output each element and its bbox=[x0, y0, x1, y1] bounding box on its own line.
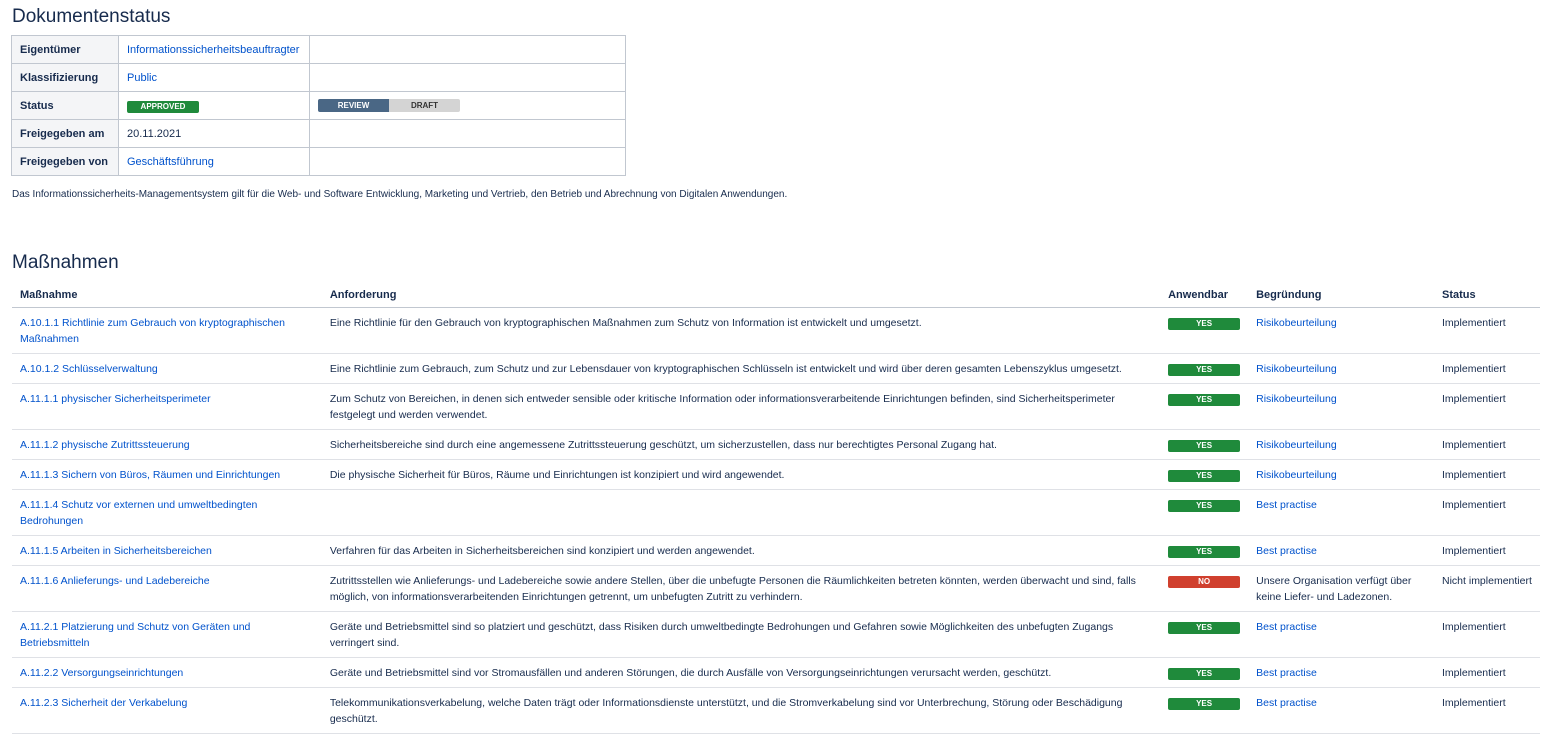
applicable-badge: NO bbox=[1168, 576, 1240, 588]
col-header-reason[interactable]: Begründung bbox=[1248, 283, 1434, 308]
owner-link[interactable]: Informationssicherheitsbeauftragter bbox=[127, 43, 300, 56]
approved-on-value: 20.11.2021 bbox=[119, 120, 310, 148]
table-row bbox=[12, 430, 1540, 460]
col-header-measure[interactable]: Maßnahme bbox=[12, 283, 322, 308]
requirement-text: Geräte und Betriebsmittel sind vor Stromausfällen und anderen Störungen, die durch Ausfälle von Versorgungseinrichtungen verursacht werden, geschützt. bbox=[322, 658, 1160, 688]
measure-link[interactable]: A.11.1.2 physische Zutrittssteuerung bbox=[20, 439, 190, 451]
reason-link[interactable]: Risikobeurteilung bbox=[1256, 469, 1337, 481]
approved-by-label: Freigegeben von bbox=[12, 148, 119, 176]
requirement-text: Verfahren für das Arbeiten in Sicherheitsbereichen sind konzipiert und werden angewendet. bbox=[322, 536, 1160, 566]
approved-by-link[interactable]: Geschäftsführung bbox=[127, 155, 214, 168]
requirement-text: Eine Richtlinie zum Gebrauch, zum Schutz und zur Lebensdauer von kryptographischen Schlüsseln ist entwickelt und wird über deren gesamten Lebenszyklus umgesetzt. bbox=[322, 354, 1160, 384]
status-text: Implementiert bbox=[1434, 612, 1540, 658]
status-row-owner bbox=[12, 36, 626, 64]
document-status-table bbox=[11, 35, 626, 176]
applicable-badge: YES bbox=[1168, 470, 1240, 482]
document-status-heading: Dokumentenstatus bbox=[12, 6, 171, 27]
reason-link[interactable]: Risikobeurteilung bbox=[1256, 363, 1337, 375]
applicable-badge: YES bbox=[1168, 500, 1240, 512]
step-review[interactable]: REVIEW bbox=[318, 99, 389, 112]
requirement-text: Die physische Sicherheit für Büros, Räume und Einrichtungen ist konzipiert und wird angewendet. bbox=[322, 460, 1160, 490]
reason-text: Unsere Organisation verfügt über keine Liefer- und Ladezonen. bbox=[1256, 575, 1412, 603]
measure-link[interactable]: A.10.1.1 Richtlinie zum Gebrauch von kryptographischen Maßnahmen bbox=[20, 317, 285, 345]
applicable-badge: YES bbox=[1168, 364, 1240, 376]
measures-heading: Maßnahmen bbox=[12, 252, 119, 273]
table-row bbox=[12, 658, 1540, 688]
applicable-badge: YES bbox=[1168, 668, 1240, 680]
status-text: Implementiert bbox=[1434, 490, 1540, 536]
measure-link[interactable]: A.11.2.3 Sicherheit der Verkabelung bbox=[20, 697, 188, 709]
table-row bbox=[12, 612, 1540, 658]
requirement-text bbox=[322, 490, 1160, 536]
applicable-badge: YES bbox=[1168, 622, 1240, 634]
status-text: Implementiert bbox=[1434, 354, 1540, 384]
measure-link[interactable]: A.11.1.5 Arbeiten in Sicherheitsbereichen bbox=[20, 545, 212, 557]
table-row bbox=[12, 566, 1540, 612]
status-text: Implementiert bbox=[1434, 688, 1540, 734]
reason-link[interactable]: Best practise bbox=[1256, 621, 1317, 633]
table-row bbox=[12, 354, 1540, 384]
status-label: Status bbox=[12, 92, 119, 120]
status-row-status bbox=[12, 92, 626, 120]
requirement-text: Zutrittsstellen wie Anlieferungs- und Ladebereiche sowie andere Stellen, über die unbefugte Personen die Räumlichkeiten betreten könnten, werden überwacht und sind, falls möglich, von informationsverarbeitenden Einrichtungen getrennt, um unbefugten Zutritt zu verhindern. bbox=[322, 566, 1160, 612]
measure-link[interactable]: A.11.1.1 physischer Sicherheitsperimeter bbox=[20, 393, 211, 405]
workflow-stepper bbox=[318, 99, 460, 112]
step-draft[interactable]: DRAFT bbox=[389, 99, 460, 112]
scope-description: Das Informationssicherheits-Managementsystem gilt für die Web- und Software Entwicklung, Marketing und Vertrieb, den Betrieb und Abrechnung von Digitalen Anwendungen. bbox=[12, 189, 788, 200]
reason-link[interactable]: Best practise bbox=[1256, 499, 1317, 511]
requirement-text: Sicherheitsbereiche sind durch eine angemessene Zutrittssteuerung geschützt, um sicherzustellen, dass nur berechtigtes Personal Zugang hat. bbox=[322, 430, 1160, 460]
approved-status-badge: APPROVED bbox=[127, 101, 199, 113]
reason-link[interactable]: Best practise bbox=[1256, 697, 1317, 709]
status-text: Implementiert bbox=[1434, 658, 1540, 688]
requirement-text: Eine Richtlinie für den Gebrauch von kryptographischen Maßnahmen zum Schutz von Information ist entwickelt und umgesetzt. bbox=[322, 308, 1160, 354]
measures-table bbox=[12, 283, 1540, 734]
classification-label: Klassifizierung bbox=[12, 64, 119, 92]
status-row-approved-on bbox=[12, 120, 626, 148]
col-header-requirement[interactable]: Anforderung bbox=[322, 283, 1160, 308]
status-text: Implementiert bbox=[1434, 460, 1540, 490]
status-text: Implementiert bbox=[1434, 430, 1540, 460]
measures-header-row bbox=[12, 283, 1540, 308]
status-text: Nicht implementiert bbox=[1434, 566, 1540, 612]
status-text: Implementiert bbox=[1434, 536, 1540, 566]
table-row bbox=[12, 688, 1540, 734]
requirement-text: Telekommunikationsverkabelung, welche Daten trägt oder Informationsdienste unterstützt, und die Stromverkabelung sind vor Unterbrechung, Störung oder Beschädigung geschützt. bbox=[322, 688, 1160, 734]
status-text: Implementiert bbox=[1434, 384, 1540, 430]
table-row bbox=[12, 490, 1540, 536]
measures-table-body bbox=[12, 308, 1540, 734]
col-header-applicable[interactable]: Anwendbar bbox=[1160, 283, 1248, 308]
applicable-badge: YES bbox=[1168, 440, 1240, 452]
measure-link[interactable]: A.11.1.4 Schutz vor externen und umweltbedingten Bedrohungen bbox=[20, 499, 258, 527]
reason-link[interactable]: Risikobeurteilung bbox=[1256, 317, 1337, 329]
measure-link[interactable]: A.11.2.2 Versorgungseinrichtungen bbox=[20, 667, 184, 679]
reason-link[interactable]: Risikobeurteilung bbox=[1256, 393, 1337, 405]
owner-label: Eigentümer bbox=[12, 36, 119, 64]
status-row-approved-by bbox=[12, 148, 626, 176]
col-header-status[interactable]: Status bbox=[1434, 283, 1540, 308]
approved-on-label: Freigegeben am bbox=[12, 120, 119, 148]
table-row bbox=[12, 536, 1540, 566]
classification-link[interactable]: Public bbox=[127, 71, 157, 84]
applicable-badge: YES bbox=[1168, 546, 1240, 558]
applicable-badge: YES bbox=[1168, 698, 1240, 710]
requirement-text: Geräte und Betriebsmittel sind so platziert und geschützt, dass Risiken durch umweltbedingte Bedrohungen und Gefahren sowie Möglichkeiten des unbefugten Zugangs verringert sind. bbox=[322, 612, 1160, 658]
measure-link[interactable]: A.10.1.2 Schlüsselverwaltung bbox=[20, 363, 158, 375]
reason-link[interactable]: Best practise bbox=[1256, 545, 1317, 557]
measure-link[interactable]: A.11.1.3 Sichern von Büros, Räumen und Einrichtungen bbox=[20, 469, 281, 481]
reason-link[interactable]: Best practise bbox=[1256, 667, 1317, 679]
table-row bbox=[12, 384, 1540, 430]
reason-link[interactable]: Risikobeurteilung bbox=[1256, 439, 1337, 451]
applicable-badge: YES bbox=[1168, 394, 1240, 406]
applicable-badge: YES bbox=[1168, 318, 1240, 330]
measure-link[interactable]: A.11.1.6 Anlieferungs- und Ladebereiche bbox=[20, 575, 210, 587]
table-row bbox=[12, 460, 1540, 490]
requirement-text: Zum Schutz von Bereichen, in denen sich entweder sensible oder kritische Information oder informationsverarbeitende Einrichtungen befinden, sind Sicherheitsperimeter festgelegt und werden verwendet. bbox=[322, 384, 1160, 430]
status-text: Implementiert bbox=[1434, 308, 1540, 354]
status-row-classification bbox=[12, 64, 626, 92]
table-row bbox=[12, 308, 1540, 354]
measure-link[interactable]: A.11.2.1 Platzierung und Schutz von Geräten und Betriebsmitteln bbox=[20, 621, 251, 649]
